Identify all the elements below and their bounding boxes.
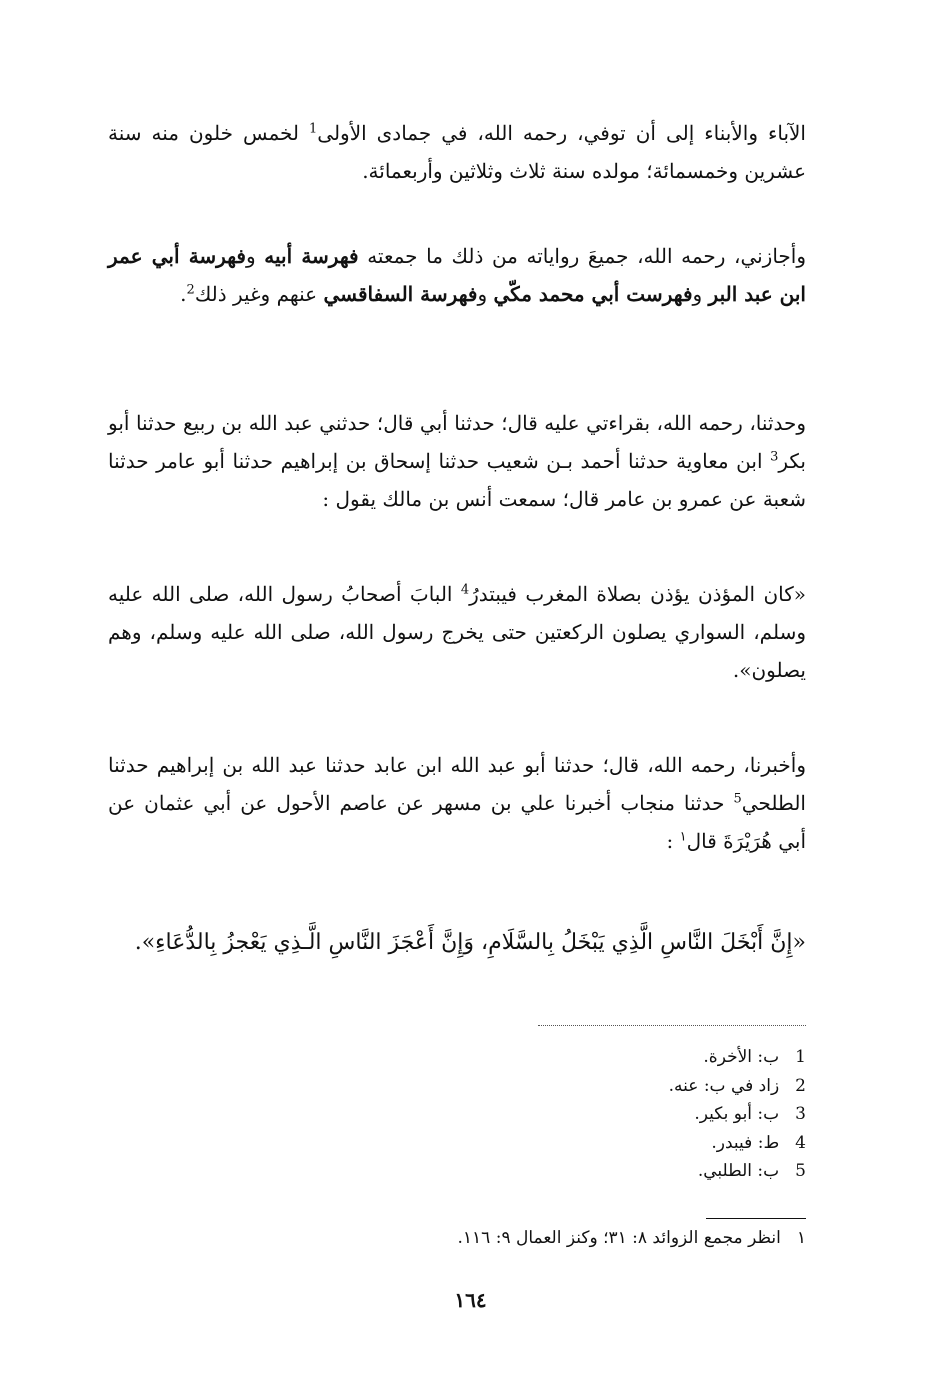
footnote xyxy=(538,1100,806,1129)
footnote-marker: 4 xyxy=(460,582,470,598)
text-run: وأخبرنا، رحمه الله، قال؛ حدثنا أبو عبد الله ابن عابد حدثنا عبد الله بن إبراهيم حدثنا الطلحي xyxy=(108,753,806,815)
footnote-number: 4 xyxy=(795,1132,806,1153)
footnote-text: زاد في ب: عنه. xyxy=(668,1075,780,1096)
page-number: ١٦٤ xyxy=(454,1288,487,1312)
footnote-number: 3 xyxy=(795,1104,806,1124)
footnote-marker: 5 xyxy=(733,791,742,807)
text-run: لخمس خلون منه سنة عشرين وخمسمائة؛ مولده سنة ثلاث وثلاثين وأربعمائة. xyxy=(108,121,806,183)
footnote-text: ب: الأخرة. xyxy=(703,1047,780,1067)
text-run: . xyxy=(180,282,187,306)
book-title: فهرست أبي محمد مكّي xyxy=(493,282,693,306)
book-title: فهرسة السفاقسي xyxy=(323,282,478,306)
source-note xyxy=(380,1224,806,1252)
text-run: و xyxy=(477,282,494,306)
paragraph-3 xyxy=(108,404,806,518)
text-run: وحدثنا، رحمه الله، بقراءتي عليه قال؛ حدثنا أبي قال؛ حدثني عبد الله بن ربيع حدثنا أبو بكر xyxy=(108,411,806,473)
text-run: و xyxy=(246,244,265,268)
source-note-number: ١ xyxy=(796,1228,806,1248)
footnote-text: ب: الطلبي. xyxy=(697,1161,780,1181)
text-run: «إِنَّ أَبْخَلَ النَّاسِ الَّذِي يَبْخَلُ بِالسَّلَامِ، وَإِنَّ أَعْجَزَ النَّاسِ الَّـذِي يَعْجزُ بِالدُّعَاءِ». xyxy=(134,930,806,955)
footnote xyxy=(538,1157,806,1186)
hadith-quote xyxy=(108,922,806,964)
text-run: : xyxy=(666,829,680,853)
book-title: فهرسة أبي عمر ابن عبد البر xyxy=(108,244,806,306)
book-title: فهرسة أبيه xyxy=(264,244,359,268)
text-run: ابن معاوية حدثنا أحمد بـن شعيب حدثنا إسحاق بن إبراهيم حدثنا أبو عامر حدثنا شعبة عن عمرو بن عامر قال؛ سمعت أنس بن مالك يقول : xyxy=(108,449,806,511)
footnote-marker: 1 xyxy=(309,121,318,137)
source-note-text: انظر مجمع الزوائد ٨: ٣١؛ وكنز العمال ٩: ١١٦. xyxy=(457,1228,781,1248)
paragraph-2 xyxy=(108,237,806,313)
text-run: عنهم وغير ذلك xyxy=(194,282,324,306)
source-note-rule xyxy=(706,1218,806,1219)
paragraph-4 xyxy=(108,575,806,689)
footnote-text: ب: أبو بكير. xyxy=(694,1104,780,1124)
footnote-number: 2 xyxy=(795,1075,806,1096)
footnote-separator xyxy=(538,1025,806,1026)
footnote xyxy=(538,1129,806,1158)
footnote-marker: 3 xyxy=(770,449,779,465)
text-run: وأجازني، رحمه الله، جميعَ رواياته من ذلك ما جمعته xyxy=(358,244,807,268)
paragraph-1 xyxy=(108,114,806,190)
footnote-marker: ١ xyxy=(679,829,687,845)
footnote-number: 1 xyxy=(795,1047,806,1067)
footnote-list xyxy=(538,1043,806,1186)
text-run: الآباء والأبناء إلى أن توفي، رحمه الله، في جمادى الأولى xyxy=(317,121,806,145)
footnote-number: 5 xyxy=(795,1161,806,1181)
text-run: حدثنا منجاب أخبرنا علي بن مسهر عن عاصم الأحول عن أبي عثمان عن أبي هُرَيْرَةَ قال xyxy=(108,791,806,853)
text-run: البابَ أصحابُ رسول الله، صلى الله عليه وسلم، السواري يصلون الركعتين حتى يخرج رسول الله، صلى الله عليه وسلم، وهم يصلون». xyxy=(108,582,806,682)
text-run: و xyxy=(692,282,709,306)
footnote-marker: 2 xyxy=(186,282,195,298)
footnote-text: ط: فيبدر. xyxy=(711,1132,780,1153)
footnote xyxy=(538,1072,806,1101)
text-run: «كان المؤذن يؤذن بصلاة المغرب فيبتدرُ xyxy=(469,582,806,606)
paragraph-5 xyxy=(108,746,806,860)
footnote xyxy=(538,1043,806,1072)
